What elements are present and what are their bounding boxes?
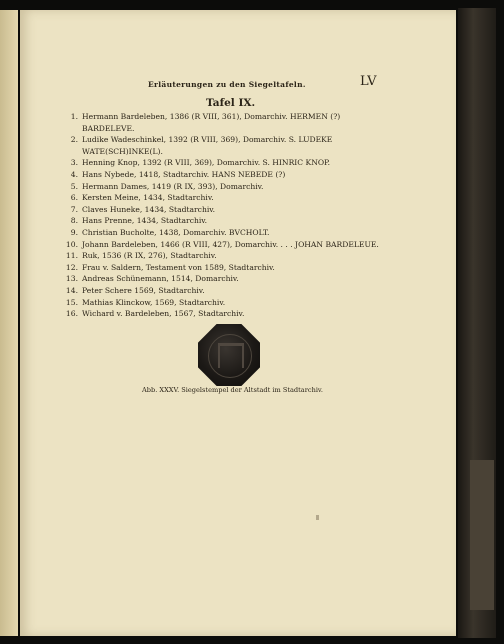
list-item bbox=[58, 134, 384, 157]
entry-text: Frau v. Saldern, Testament von 1589, Stadtarchiv. bbox=[82, 262, 275, 272]
entry-text: Peter Schere 1569, Stadtarchiv. bbox=[82, 285, 205, 295]
list-item bbox=[58, 273, 384, 285]
list-item bbox=[58, 192, 384, 204]
left-page-edge bbox=[0, 10, 18, 636]
entry-text: Mathias Klinckow, 1569, Stadtarchiv. bbox=[82, 297, 226, 307]
entry-number: 15. bbox=[65, 297, 78, 307]
section-title: Tafel IX. bbox=[206, 97, 256, 109]
entry-number: 6. bbox=[70, 193, 78, 203]
entry-text: Kersten Meine, 1434, Stadtarchiv. bbox=[82, 193, 214, 203]
list-item bbox=[58, 204, 384, 216]
list-item bbox=[58, 227, 384, 239]
entry-text: Henning Knop, 1392 (R VIII, 369), Domarchiv. S. HINRIC KNOP. bbox=[82, 158, 331, 168]
figure-caption: Abb. XXXV. Siegelstempel der Altstadt im Stadtarchiv. bbox=[142, 386, 323, 394]
entry-text: Ruk, 1536 (R IX, 276), Stadtarchiv. bbox=[82, 251, 217, 261]
entry-text: Hans Nybede, 1418, Stadtarchiv. HANS NEBEDE (?) bbox=[82, 169, 286, 179]
list-item bbox=[58, 250, 384, 262]
entry-number: 13. bbox=[65, 274, 78, 284]
list-item bbox=[58, 169, 384, 181]
entry-number: 9. bbox=[70, 227, 78, 237]
entry-number: 10. bbox=[65, 239, 78, 249]
running-header: Erläuterungen zu den Siegeltafeln. bbox=[148, 80, 306, 89]
entry-text: Andreas Schünemann, 1514, Domarchiv. bbox=[82, 274, 239, 284]
entry-number: 14. bbox=[65, 285, 78, 295]
list-item bbox=[58, 262, 384, 274]
list-item bbox=[58, 297, 384, 309]
list-item bbox=[58, 239, 384, 251]
list-item bbox=[58, 215, 384, 227]
entry-number: 16. bbox=[65, 309, 78, 319]
entry-number: 2. bbox=[70, 135, 78, 145]
entry-number: 11. bbox=[65, 251, 78, 261]
list-item bbox=[58, 285, 384, 297]
list-item bbox=[58, 111, 384, 134]
entry-text: Hans Prenne, 1434, Stadtarchiv. bbox=[82, 216, 208, 226]
entry-number: 8. bbox=[70, 216, 78, 226]
entry-text: Wichard v. Bardeleben, 1567, Stadtarchiv. bbox=[82, 309, 245, 319]
seal-emblem-icon bbox=[218, 343, 244, 368]
entry-text: Johann Bardeleben, 1466 (R VIII, 427), Domarchiv. . . . JOHAN BARDELEUE. bbox=[82, 239, 379, 249]
spine-band bbox=[470, 460, 494, 610]
entry-number: 1. bbox=[70, 112, 78, 121]
entry-number: 5. bbox=[70, 181, 78, 191]
entry-number: 12. bbox=[65, 262, 78, 272]
entry-number: 3. bbox=[70, 158, 78, 168]
page-number: LV bbox=[360, 74, 377, 89]
entry-text: Claves Huneke, 1434, Stadtarchiv. bbox=[82, 204, 216, 214]
paper-mark bbox=[316, 515, 319, 520]
entry-list bbox=[58, 111, 384, 320]
entry-text: Hermann Dames, 1419 (R IX, 393), Domarchiv. bbox=[82, 181, 264, 191]
list-item bbox=[58, 308, 384, 320]
entry-number: 7. bbox=[70, 204, 78, 214]
entry-text: Christian Bucholte, 1438, Domarchiv. BVCHOLT. bbox=[82, 227, 270, 237]
entry-text: Hermann Bardeleben, 1386 (R VIII, 361), Domarchiv. HERMEN (?) BARDELEVE. bbox=[82, 112, 341, 133]
entry-number: 4. bbox=[70, 169, 78, 179]
entry-text: Ludike Wadeschinkel, 1392 (R VIII, 369), Domarchiv. S. LUDEKE WATE(SCH)INKE(L). bbox=[82, 135, 333, 156]
list-item bbox=[58, 157, 384, 169]
list-item bbox=[58, 181, 384, 193]
